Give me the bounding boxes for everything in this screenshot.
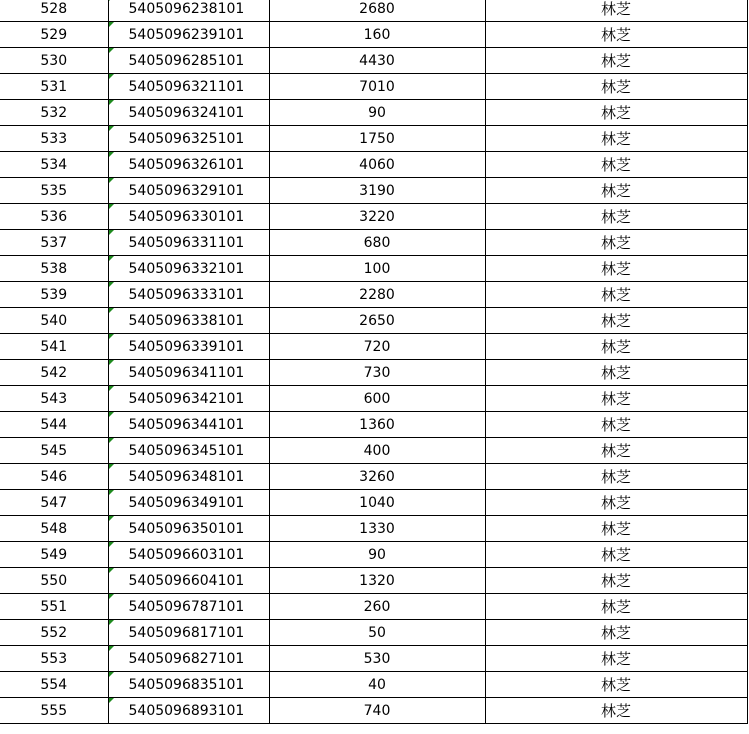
code-cell[interactable]: 5405096338101 [108, 308, 269, 334]
value-cell[interactable]: 90 [269, 542, 485, 568]
table-row [0, 308, 747, 334]
region-cell[interactable]: 林芝 [485, 490, 747, 516]
region-cell[interactable]: 林芝 [485, 308, 747, 334]
value-cell[interactable]: 3190 [269, 178, 485, 204]
region-cell[interactable]: 林芝 [485, 542, 747, 568]
code-cell[interactable]: 5405096893101 [108, 698, 269, 724]
value-cell[interactable]: 7010 [269, 74, 485, 100]
code-cell[interactable]: 5405096321101 [108, 74, 269, 100]
row-index-cell[interactable]: 530 [0, 48, 108, 74]
value-cell[interactable]: 730 [269, 360, 485, 386]
region-cell[interactable]: 林芝 [485, 152, 747, 178]
row-index-cell[interactable]: 553 [0, 646, 108, 672]
value-cell[interactable]: 4060 [269, 152, 485, 178]
row-index-cell[interactable]: 536 [0, 204, 108, 230]
region-cell[interactable]: 林芝 [485, 412, 747, 438]
region-cell[interactable]: 林芝 [485, 438, 747, 464]
value-cell[interactable]: 720 [269, 334, 485, 360]
value-cell[interactable]: 530 [269, 646, 485, 672]
row-index-cell[interactable]: 545 [0, 438, 108, 464]
region-cell[interactable]: 林芝 [485, 464, 747, 490]
region-cell[interactable]: 林芝 [485, 204, 747, 230]
row-index-cell[interactable]: 549 [0, 542, 108, 568]
code-cell[interactable]: 5405096817101 [108, 620, 269, 646]
code-cell[interactable]: 5405096604101 [108, 568, 269, 594]
code-cell[interactable]: 5405096332101 [108, 256, 269, 282]
table-row [0, 22, 747, 48]
table-row [0, 516, 747, 542]
row-index-cell[interactable]: 539 [0, 282, 108, 308]
table-row [0, 412, 747, 438]
table-row [0, 126, 747, 152]
table-row [0, 0, 747, 22]
code-cell[interactable]: 5405096339101 [108, 334, 269, 360]
table-row [0, 178, 747, 204]
table-row [0, 698, 747, 724]
value-cell[interactable]: 4430 [269, 48, 485, 74]
code-cell[interactable]: 5405096827101 [108, 646, 269, 672]
region-cell[interactable]: 林芝 [485, 620, 747, 646]
region-cell[interactable]: 林芝 [485, 0, 747, 22]
value-cell[interactable]: 600 [269, 386, 485, 412]
row-index-cell[interactable]: 551 [0, 594, 108, 620]
region-cell[interactable]: 林芝 [485, 594, 747, 620]
value-cell[interactable]: 3260 [269, 464, 485, 490]
table-row [0, 282, 747, 308]
code-cell[interactable]: 5405096345101 [108, 438, 269, 464]
row-index-cell[interactable]: 528 [0, 0, 108, 22]
table-row [0, 48, 747, 74]
region-cell[interactable]: 林芝 [485, 646, 747, 672]
table-row [0, 490, 747, 516]
row-index-cell[interactable]: 548 [0, 516, 108, 542]
code-cell[interactable]: 5405096350101 [108, 516, 269, 542]
region-cell[interactable]: 林芝 [485, 22, 747, 48]
table-row [0, 646, 747, 672]
code-cell[interactable]: 5405096333101 [108, 282, 269, 308]
region-cell[interactable]: 林芝 [485, 516, 747, 542]
row-index-cell[interactable]: 531 [0, 74, 108, 100]
value-cell[interactable]: 40 [269, 672, 485, 698]
row-index-cell[interactable]: 543 [0, 386, 108, 412]
value-cell[interactable]: 260 [269, 594, 485, 620]
row-index-cell[interactable]: 552 [0, 620, 108, 646]
region-cell[interactable]: 林芝 [485, 126, 747, 152]
row-index-cell[interactable]: 538 [0, 256, 108, 282]
table-row [0, 386, 747, 412]
table-row [0, 672, 747, 698]
region-cell[interactable]: 林芝 [485, 48, 747, 74]
table-row [0, 204, 747, 230]
row-index-cell[interactable]: 540 [0, 308, 108, 334]
table-row [0, 438, 747, 464]
row-index-cell[interactable]: 534 [0, 152, 108, 178]
value-cell[interactable]: 3220 [269, 204, 485, 230]
code-cell[interactable]: 5405096324101 [108, 100, 269, 126]
table-row [0, 360, 747, 386]
table-row [0, 620, 747, 646]
code-cell[interactable]: 5405096342101 [108, 386, 269, 412]
value-cell[interactable]: 400 [269, 438, 485, 464]
region-cell[interactable]: 林芝 [485, 672, 747, 698]
code-cell[interactable]: 5405096348101 [108, 464, 269, 490]
value-cell[interactable]: 2650 [269, 308, 485, 334]
value-cell[interactable]: 1360 [269, 412, 485, 438]
code-cell[interactable]: 5405096330101 [108, 204, 269, 230]
code-cell[interactable]: 5405096603101 [108, 542, 269, 568]
code-cell[interactable]: 5405096239101 [108, 22, 269, 48]
region-cell[interactable]: 林芝 [485, 178, 747, 204]
region-cell[interactable]: 林芝 [485, 386, 747, 412]
value-cell[interactable]: 1330 [269, 516, 485, 542]
code-cell[interactable]: 5405096349101 [108, 490, 269, 516]
row-index-cell[interactable]: 535 [0, 178, 108, 204]
code-cell[interactable]: 5405096285101 [108, 48, 269, 74]
row-index-cell[interactable]: 529 [0, 22, 108, 48]
table-row [0, 334, 747, 360]
value-cell[interactable]: 740 [269, 698, 485, 724]
table-row [0, 230, 747, 256]
row-index-cell[interactable]: 532 [0, 100, 108, 126]
table-row [0, 594, 747, 620]
code-cell[interactable]: 5405096326101 [108, 152, 269, 178]
table-row [0, 568, 747, 594]
code-cell[interactable]: 5405096331101 [108, 230, 269, 256]
row-index-cell[interactable]: 537 [0, 230, 108, 256]
value-cell[interactable]: 1320 [269, 568, 485, 594]
region-cell[interactable]: 林芝 [485, 568, 747, 594]
region-cell[interactable]: 林芝 [485, 282, 747, 308]
code-cell[interactable]: 5405096329101 [108, 178, 269, 204]
value-cell[interactable]: 2680 [269, 0, 485, 22]
value-cell[interactable]: 1040 [269, 490, 485, 516]
value-cell[interactable]: 50 [269, 620, 485, 646]
row-index-cell[interactable]: 550 [0, 568, 108, 594]
row-index-cell[interactable]: 547 [0, 490, 108, 516]
row-index-cell[interactable]: 542 [0, 360, 108, 386]
code-cell[interactable]: 5405096341101 [108, 360, 269, 386]
value-cell[interactable]: 2280 [269, 282, 485, 308]
table-row [0, 542, 747, 568]
table-row [0, 74, 747, 100]
row-index-cell[interactable]: 533 [0, 126, 108, 152]
code-cell[interactable]: 5405096787101 [108, 594, 269, 620]
table-row [0, 100, 747, 126]
region-cell[interactable]: 林芝 [485, 334, 747, 360]
code-cell[interactable]: 5405096835101 [108, 672, 269, 698]
value-cell[interactable]: 160 [269, 22, 485, 48]
value-cell[interactable]: 1750 [269, 126, 485, 152]
row-index-cell[interactable]: 554 [0, 672, 108, 698]
table-row [0, 256, 747, 282]
region-cell[interactable]: 林芝 [485, 256, 747, 282]
region-cell[interactable]: 林芝 [485, 100, 747, 126]
row-index-cell[interactable]: 541 [0, 334, 108, 360]
region-cell[interactable]: 林芝 [485, 698, 747, 724]
table-row [0, 152, 747, 178]
code-cell[interactable]: 5405096344101 [108, 412, 269, 438]
region-cell[interactable]: 林芝 [485, 230, 747, 256]
row-index-cell[interactable]: 546 [0, 464, 108, 490]
code-cell[interactable]: 5405096325101 [108, 126, 269, 152]
region-cell[interactable]: 林芝 [485, 74, 747, 100]
value-cell[interactable]: 90 [269, 100, 485, 126]
code-cell[interactable]: 5405096238101 [108, 0, 269, 22]
region-cell[interactable]: 林芝 [485, 360, 747, 386]
row-index-cell[interactable]: 544 [0, 412, 108, 438]
value-cell[interactable]: 100 [269, 256, 485, 282]
value-cell[interactable]: 680 [269, 230, 485, 256]
row-index-cell[interactable]: 555 [0, 698, 108, 724]
table-row [0, 464, 747, 490]
